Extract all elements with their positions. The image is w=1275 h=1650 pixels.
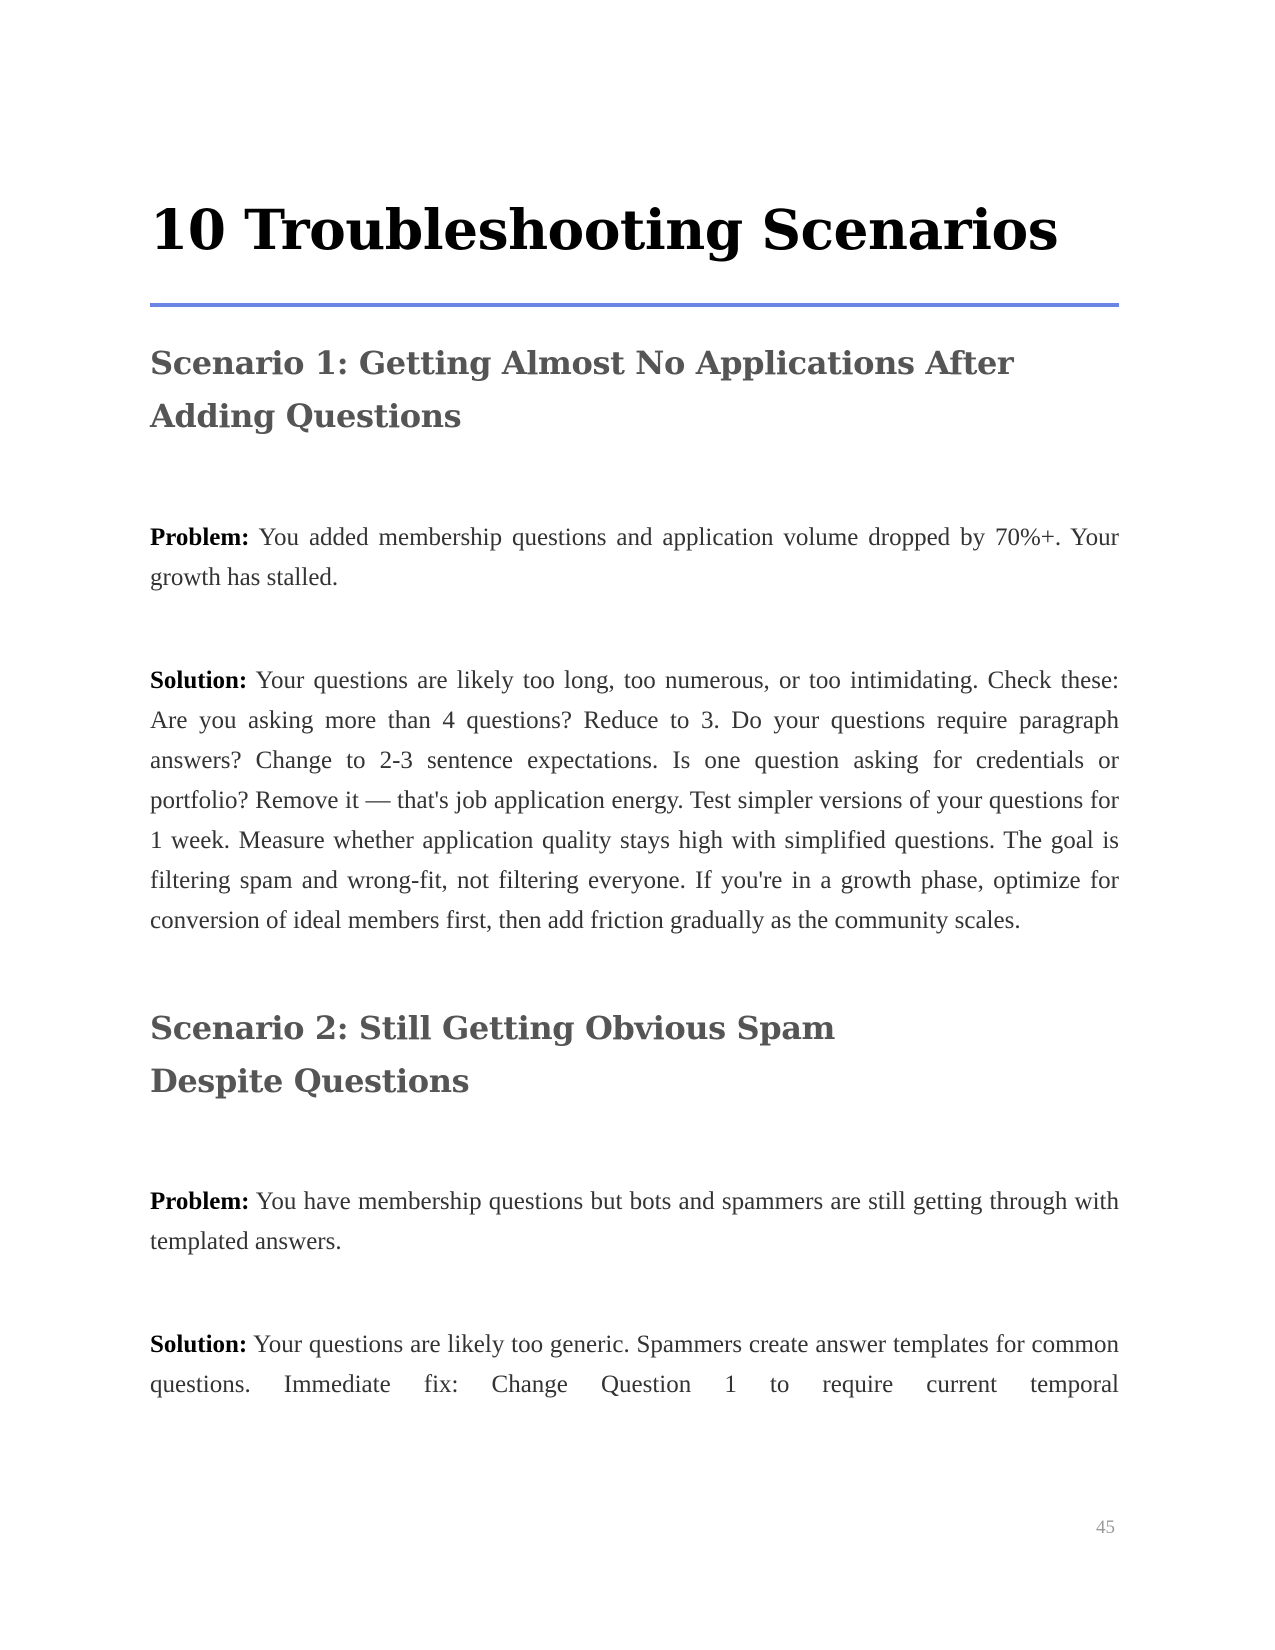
solution-text: Your questions are likely too generic. Spammers create answer templates for common questions. Immediate fix: Change Question 1 to require current temporal — [150, 1331, 1119, 1398]
problem-text: You added membership questions and application volume dropped by 70%+. Your growth has stalled. — [150, 524, 1119, 591]
scenario-1-heading: Scenario 1: Getting Almost No Applications After Adding Questions — [150, 344, 1014, 435]
solution-text: Your questions are likely too long, too numerous, or too intimidating. Check these: Are you asking more than 4 questions? Reduce to 3. Do your questions require paragraph answers? Change to 2-3 sentence expectations. Is one question asking for credentials or portfolio? Remove it — that's job application energy. Test simpler versions of your questions for 1 week. Measure whether application quality stays high with simplified questions. The goal is filtering spam and wrong-fit, not filtering everyone. If you're in a growth phase, optimize for conversion of ideal members first, then add friction gradually as the community scales. — [150, 667, 1119, 934]
scenario-1-solution — [150, 661, 1119, 941]
problem-text: You have membership questions but bots and spammers are still getting through with templated answers. — [150, 1188, 1119, 1255]
problem-label: Problem: — [150, 524, 250, 551]
problem-label: Problem: — [150, 1188, 250, 1215]
page-title: 10 Troubleshooting Scenarios — [150, 197, 1059, 262]
page-number: 45 — [1096, 1517, 1115, 1538]
solution-label: Solution: — [150, 1331, 248, 1358]
scenario-2-heading: Scenario 2: Still Getting Obvious Spam Despite Questions — [150, 1009, 836, 1100]
scenario-2-solution — [150, 1325, 1119, 1405]
title-divider — [150, 303, 1119, 307]
scenario-2-problem — [150, 1182, 1119, 1262]
solution-label: Solution: — [150, 667, 248, 694]
scenario-1-problem — [150, 518, 1119, 598]
